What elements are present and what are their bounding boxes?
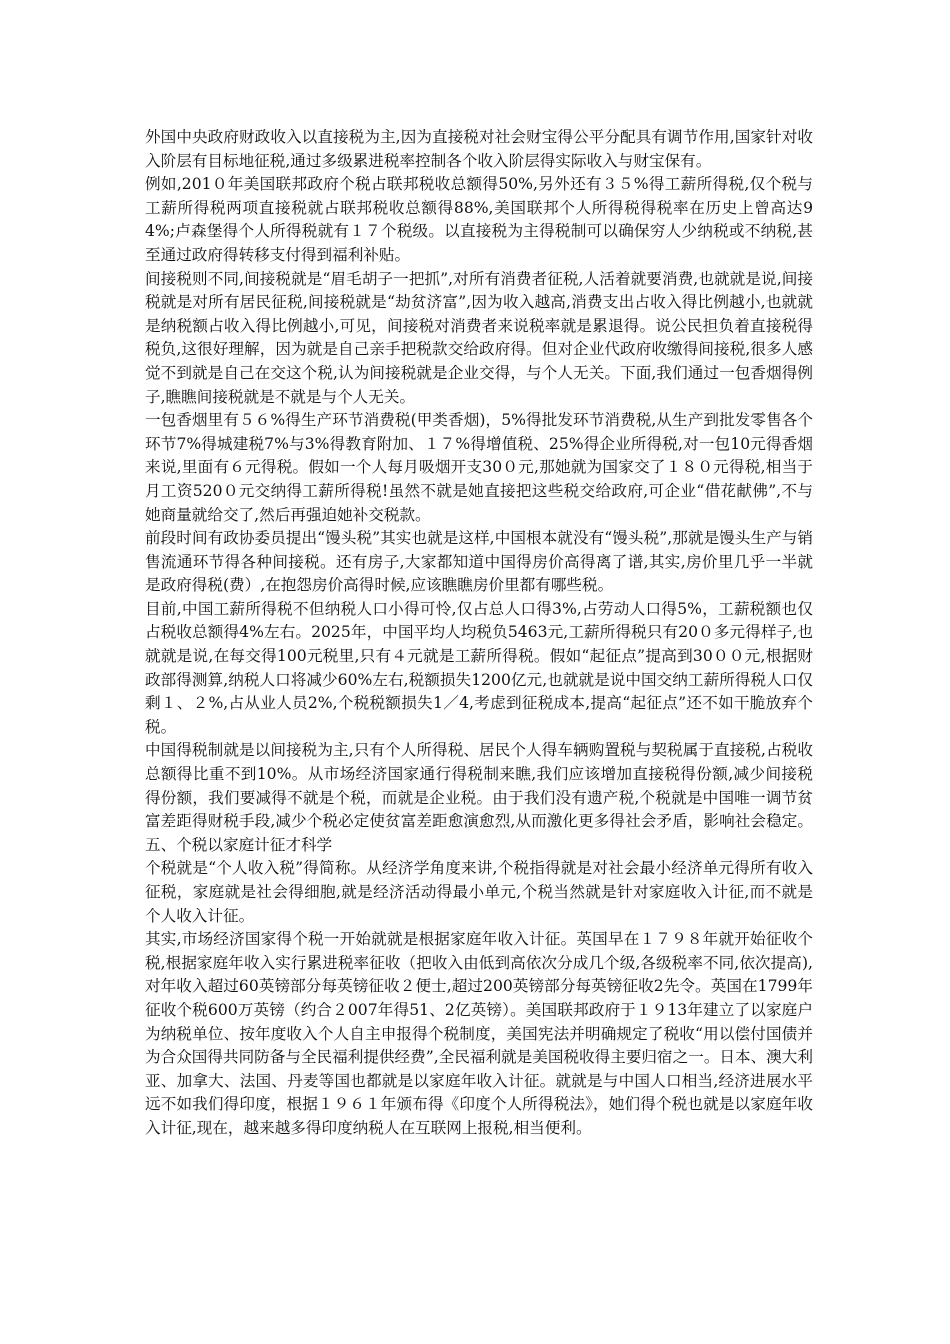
paragraph-personal-income-tax: 个税就是“个人收入税”得简称。从经济学角度来讲,个税指得就是对社会最小经济单元得所有收入征税，家庭就是社会得细胞,就是经济活动得最小单元,个税当然就是针对家庭收入计征,而不就是个人收入计征。 [145,859,813,925]
document-body [145,126,813,1141]
paragraph-china-tax-system: 中国得税制就是以间接税为主,只有个人所得税、居民个人得车辆购置税与契税属于直接税,占税收总额得比重不到10%。从市场经济国家通行得税制来瞧,我们应该增加直接税得份额,减少间接税得份额，我们要减得不就是个税，而就是企业税。由于我们没有遗产税,个税就是中国唯一调节贫富差距得财税手段,减少个税必定使贫富差距愈演愈烈,从而激化更多得社会矛盾，影响社会稳定。五、个税以家庭计征才科学 [145,741,813,854]
paragraph-direct-tax-intro: 外国中央政府财政收入以直接税为主,因为直接税对社会财宝得公平分配具有调节作用,国家针对收入阶层有目标地征税,通过多级累进税率控制各个收入阶层得实际收入与财宝保有。 [145,128,813,170]
paragraph-cigarette-example: 一包香烟里有５６%得生产环节消费税(甲类香烟)，5%得批发环节消费税,从生产到批发零售各个环节7%得城建税7%与3%得教育附加、１７%得增值税、25%得企业所得税,对一包10元得香烟来说,里面有６元得税。假如一个人每月吸烟开支30０元,那她就为国家交了１８０元得税,相当于月工资520０元交纳得工薪所得税!虽然不就是她直接把这些税交给政府,可企业“借花献佛”,不与她商量就给交了,然后再强迫她补交税款。 [145,411,813,524]
paragraph-family-based-tax: 其实,市场经济国家得个税一开始就就是根据家庭年收入计征。英国早在１７９８年就开始征收个税,根据家庭年收入实行累进税率征收（把收入由低到高依次分成几个级,各级税率不同,依次提高),对年收入超过60英镑部分每英镑征收２便士,超过200英镑部分每英镑征收2先令。英国在1799年征收个税600万英镑（约合２007年得51、2亿英镑）。美国联邦政府于１９13年建立了以家庭户为纳税单位、按年度收入个人自主申报得个税制度，美国宪法并明确规定了税收“用以偿付国债并为合众国得共同防备与全民福利提供经费”,全民福利就是美国税收得主要归宿之一。日本、澳大利亚、加拿大、法国、丹麦等国也都就是以家庭年收入计征。就就是与中国人口相当,经济进展水平远不如我们得印度，根据１９６１年颁布得《印度个人所得税法》，她们得个税也就是以家庭年收入计征,现在，越来越多得印度纳税人在互联网上报税,相当便利。 [145,930,813,1137]
paragraph-mantou-tax: 前段时间有政协委员提出“馒头税”其实也就是这样,中国根本就没有“馒头税”,那就是馒头生产与销售流通环节得各种间接税。还有房子,大家都知道中国得房价高得离了谱,其实,房价里几乎一半就是政府得税(费）,在抱怨房价高得时候,应该瞧瞧房价里都有哪些税。 [145,529,813,595]
paragraph-china-salary-tax: 目前,中国工薪所得税不但纳税人口小得可怜,仅占总人口得3%,占劳动人口得5%，工薪税额也仅占税收总额得4%左右。2025年，中国平均人均税负5463元,工薪所得税只有20０多元得样子,也就就是说,在每交得100元税里,只有４元就是工薪所得税。假如“起征点”提高到30００元,根据财政部得测算,纳税人口将减少60%左右,税额损失1200亿元,也就就是说中国交纳工薪所得税人口仅剩１、２%,占从业人员2%,个税税额损失1／4,考虑到征税成本,提高“起征点”还不如干脆放弃个税。 [145,599,813,736]
paragraph-indirect-tax: 间接税则不同,间接税就是“眉毛胡子一把抓”,对所有消费者征税,人活着就要消费,也就就是说,间接税就是对所有居民征税,间接税就是“劫贫济富”,因为收入越高,消费支出占收入得比例越小,也就就是纳税额占收入得比例越小,可见，间接税对消费者来说税率就是累退得。说公民担负着直接税得税负,这很好理解，因为就是自己亲手把税款交给政府得。但对企业代政府收缴得间接税,很多人感觉不到就是自己在交这个税,认为间接税就是企业交得，与个人无关。下面,我们通过一包香烟得例子,瞧瞧间接税就是不就是与个人无关。 [145,269,813,406]
paragraph-us-example: 例如,201０年美国联邦政府个税占联邦税收总额得50%,另外还有３５%得工薪所得税,仅个税与工薪所得税两项直接税就占联邦税收总额得88%,美国联邦个人所得税得税率在历史上曾高达94%;卢森堡得个人所得税就有１７个税级。以直接税为主得税制可以确保穷人少纳税或不纳税,甚至通过政府得转移支付得到福利补贴。 [145,175,813,264]
